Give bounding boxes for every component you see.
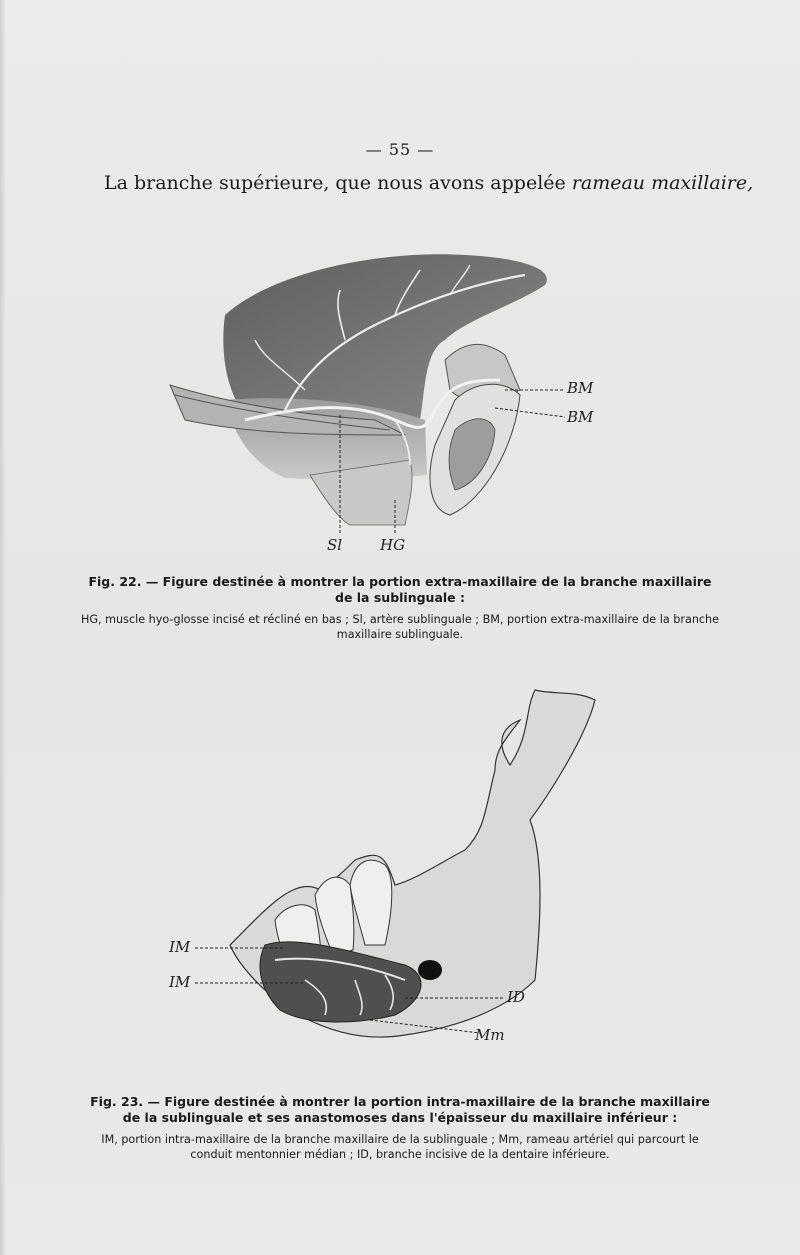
figure-23-caption-title: Fig. 23. — Figure destinée à montrer la portion intra-maxillaire de la branche maxillaire de la sublinguale et ses anastomoses dans l'épaisseur du maxillaire inférieur : bbox=[90, 1094, 710, 1125]
lead-text-plain: La branche supérieure, que nous avons appelée bbox=[104, 172, 572, 194]
label-hg: HG bbox=[380, 536, 406, 554]
label-mm: Mm bbox=[475, 1026, 505, 1044]
label-sl: Sl bbox=[327, 536, 343, 554]
page-edge-shadow bbox=[0, 0, 6, 1255]
figure-23-caption bbox=[80, 1094, 720, 1162]
lead-text bbox=[104, 172, 754, 194]
figure-22-caption-title: Fig. 22. — Figure destinée à montrer la portion extra-maxillaire de la branche maxillaire de la sublinguale : bbox=[88, 574, 712, 605]
lead-text-italic: rameau maxillaire, bbox=[571, 172, 754, 194]
figure-23-illustration bbox=[155, 680, 635, 1060]
figure-22-caption bbox=[80, 574, 720, 642]
figure-22-caption-legend: HG, muscle hyo-glosse incisé et récliné en bas ; Sl, artère sublinguale ; BM, portion extra-maxillaire de la branche maxillaire sublinguale. bbox=[80, 613, 720, 641]
label-im-top: IM bbox=[169, 938, 191, 956]
figure-22-illustration bbox=[165, 230, 635, 570]
figure-23 bbox=[155, 680, 635, 1060]
label-id: ID bbox=[507, 988, 525, 1006]
figure-23-caption-legend: IM, portion intra-maxillaire de la branche maxillaire de la sublinguale ; Mm, rameau artériel qui parcourt le conduit mentonnier médian ; ID, branche incisive de la dentaire inférieure. bbox=[101, 1133, 699, 1161]
page-number: — 55 — bbox=[365, 140, 435, 159]
label-bm-top: BM bbox=[567, 379, 594, 397]
label-bm-bottom: BM bbox=[567, 408, 594, 426]
label-im-bottom: IM bbox=[169, 973, 191, 991]
figure-22 bbox=[165, 230, 635, 570]
